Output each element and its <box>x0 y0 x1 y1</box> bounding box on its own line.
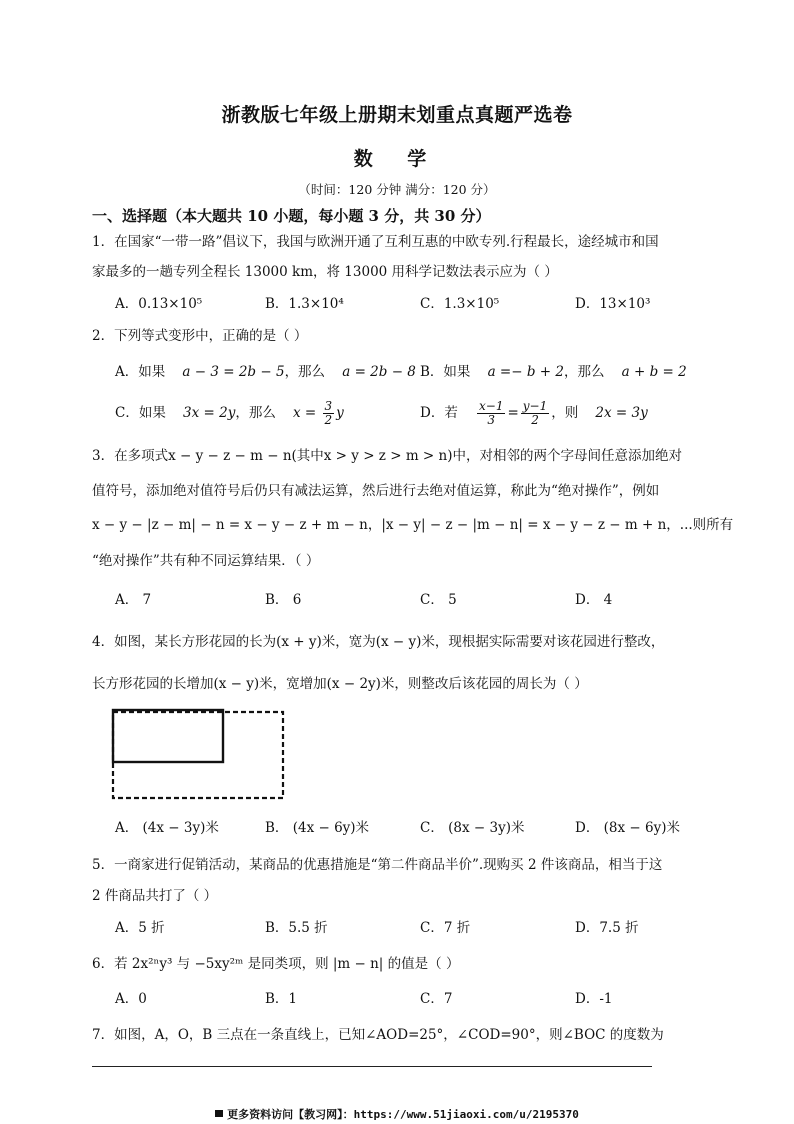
q2-c-mid: ，那么 <box>235 405 276 421</box>
q3-option-a: A． 7 <box>115 592 152 608</box>
q3-option-d: D． 4 <box>575 592 613 608</box>
q6-option-b: B．1 <box>265 991 298 1007</box>
q2-b-mid: ，那么 <box>563 364 605 380</box>
footer <box>0 1106 794 1122</box>
subject-title: 数 学 <box>353 148 441 170</box>
q2-d-fraction2 <box>521 400 549 427</box>
q5-option-a: A．5 折 <box>115 920 165 936</box>
q2-a-mid: ，那么 <box>284 364 326 380</box>
q3-line1: 3．在多项式x − y − z − m − n(其中x > y > z > m > n)中，对相邻的两个字母间任意添加绝对 <box>92 448 682 464</box>
q2-c-eq2-rhs: y <box>336 405 344 421</box>
footer-link[interactable]: 更多资料访问【教习网】：https://www.51jiaoxi.com/u/2195370 <box>227 1108 579 1121</box>
garden-expanded-rect <box>113 712 283 798</box>
q2-d-mid: ，则 <box>551 405 579 421</box>
q4-line2: 长方形花园的长增加(x − y)米，宽增加(x − 2y)米，则整改后该花园的周长为（ ） <box>92 676 588 692</box>
q4-line1: 4．如图，某长方形花园的长为(x + y)米，宽为(x − y)米，现根据实际需要对该花园进行整改， <box>92 634 665 650</box>
q5-option-c: C．7 折 <box>420 920 471 936</box>
q2-d-den2: 2 <box>531 413 539 427</box>
q1-line1: 1．在国家“一带一路”倡议下，我国与欧洲开通了互利互惠的中欧专列.行程最长，途经城市和国 <box>92 234 659 250</box>
q2-d-prefix: D．若 <box>420 405 458 421</box>
q2-c-eq1: 3x = 2y <box>183 405 236 421</box>
q2-b-prefix: B．如果 <box>420 364 471 380</box>
q6-option-d: D．-1 <box>575 991 613 1007</box>
q2-c-eq2-lhs: x = <box>293 405 317 421</box>
section-heading: 一、选择题（本大题共 10 小题，每小题 3 分，共 30 分） <box>92 207 491 225</box>
q6-option-c: C．7 <box>420 991 453 1007</box>
q3-option-b: B． 6 <box>265 592 302 608</box>
q2-d-den1: 3 <box>487 413 496 427</box>
q4-option-a: A． (4x − 3y)米 <box>115 820 219 836</box>
q1-option-b: B．1.3×10⁴ <box>265 296 344 312</box>
q2-option-c <box>115 400 344 427</box>
time-info: （时间：120 分钟 满分：120 分） <box>298 182 496 197</box>
q3-line3: x − y − |z − m| − n = x − y − z + m − n，|x − y| − z − |m − n| = x − y − z − m + n，...则所有 <box>92 517 734 533</box>
q2-d-eq2: 2x = 3y <box>595 405 648 421</box>
q1-option-d: D．13×10³ <box>575 296 651 312</box>
q1-option-c: C．1.3×10⁵ <box>420 296 500 312</box>
q2-option-d <box>420 400 648 427</box>
q2-b-eq1: a =− b + 2 <box>487 364 564 380</box>
q2-b-eq2: a + b = 2 <box>621 364 687 380</box>
q2-c-den: 2 <box>324 413 333 427</box>
q7-line1: 7．如图，A，O，B 三点在一条直线上，已知∠AOD=25°，∠COD=90°，则∠BOC 的度数为 <box>92 1027 664 1043</box>
q3-line2: 值符号，添加绝对值符号后仍只有减法运算，然后进行去绝对值运算，称此为“绝对操作”，例如 <box>92 483 660 499</box>
q5-line1: 5．一商家进行促销活动，某商品的优惠措施是“第二件商品半价”.现购买 2 件该商品，相当于这 <box>92 857 663 873</box>
q6-option-a: A．0 <box>115 991 147 1007</box>
q5-option-b: B．5.5 折 <box>265 920 328 936</box>
q4-option-c: C． (8x − 3y)米 <box>420 820 525 836</box>
q2-d-num1: x−1 <box>479 399 504 413</box>
q5-option-d: D．7.5 折 <box>575 920 639 936</box>
q2-a-eq1: a − 3 = 2b − 5 <box>182 364 285 380</box>
q2-option-b <box>420 362 687 382</box>
q2-d-eq: = <box>507 405 519 421</box>
garden-original-rect <box>113 710 223 762</box>
q2-a-eq2: a = 2b − 8 <box>342 364 416 380</box>
exam-title: 浙教版七年级上册期末划重点真题严选卷 <box>221 104 573 126</box>
q6-stem: 6．若 2x²ⁿy³ 与 −5xy²ᵐ 是同类项，则 |m − n| 的值是（ ） <box>92 956 460 972</box>
q2-c-prefix: C．如果 <box>115 405 166 421</box>
garden-figure <box>108 706 288 802</box>
q1-option-a: A．0.13×10⁵ <box>115 296 203 312</box>
q5-line2: 2 件商品共打了（ ） <box>92 888 218 904</box>
flag-icon <box>215 1110 223 1117</box>
q3-option-c: C． 5 <box>420 592 457 608</box>
q2-stem: 2．下列等式变形中，正确的是（ ） <box>92 328 308 344</box>
q1-line2: 家最多的一趟专列全程长 13000 km，将 13000 用科学记数法表示应为（ ） <box>92 264 558 280</box>
q2-d-fraction1 <box>477 400 505 427</box>
q2-c-fraction <box>323 400 335 427</box>
q2-a-prefix: A．如果 <box>115 364 166 380</box>
q2-option-a <box>115 362 416 382</box>
q4-option-b: B． (4x − 6y)米 <box>265 820 370 836</box>
bottom-rule <box>92 1066 652 1067</box>
q2-d-num2: y−1 <box>522 399 548 413</box>
q2-c-num: 3 <box>324 399 333 413</box>
q3-line4: “绝对操作”共有种不同运算结果．（ ） <box>92 553 320 569</box>
q4-option-d: D． (8x − 6y)米 <box>575 820 680 836</box>
